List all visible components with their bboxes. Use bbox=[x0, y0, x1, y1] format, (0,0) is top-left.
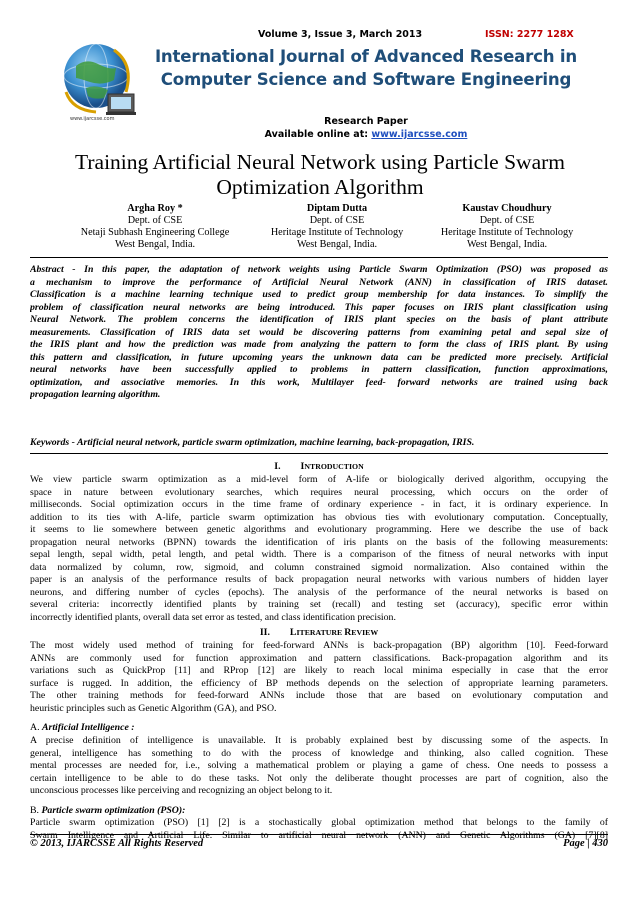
author-location: West Bengal, India. bbox=[296, 239, 378, 250]
keywords: Keywords - Artificial neural network, particle swarm optimization, machine learning, back-propagation, IRIS. bbox=[30, 437, 475, 448]
text-line: The other training methods for feed-forward ANNs include those that are based on evolutionary computation and bbox=[30, 690, 608, 701]
text-line: Particle swarm optimization (PSO) [1] [2] is a stochastically global optimization method that belongs to the family of bbox=[30, 817, 608, 828]
abstract-line: Classification is a machine learning technique used to predict group membership for data instances. To simplify the bbox=[30, 289, 608, 300]
issn: ISSN: 2277 128X bbox=[485, 29, 574, 40]
author-3 bbox=[417, 203, 597, 251]
abstract-line: measurements. Classification of IRIS data set would be discovering patterns from examining petal and sepal size of bbox=[30, 326, 608, 338]
abstract-line: neural networks have been successfully applied to problems in pattern classification, function approximations, bbox=[30, 364, 608, 375]
abstract-line: this pattern and classification, in future upcoming years the unknown data can be predicted more precisely. Artificial bbox=[30, 351, 608, 363]
text-line: general, intelligence has something to do with the process of knowledge and thinking, also called cognition. These bbox=[30, 747, 608, 759]
author-location: West Bengal, India. bbox=[466, 239, 548, 250]
text-line: The most widely used method of training for feed-forward ANNs is back-propagation (BP) algorithm [10]. Feed-forward bbox=[30, 640, 608, 651]
subsection-heading-artificial-intelligence: A. Artificial Intelligence : bbox=[30, 722, 135, 733]
text-line: A precise definition of intelligence is unavailable. It is probably explained best by discussing some of the aspects. In bbox=[30, 735, 608, 746]
subsection-heading-pso: B. Particle swarm optimization (PSO): bbox=[30, 805, 186, 816]
paper-title bbox=[40, 150, 600, 200]
author-2 bbox=[247, 203, 427, 251]
text-line: variations such as QuickProp [11] and RProp [12] are likely to reach local minima especially in case that the error bbox=[30, 665, 608, 676]
journal-url-link[interactable]: www.ijarcsse.com bbox=[371, 129, 468, 140]
paper-type-block bbox=[150, 115, 582, 141]
copyright: © 2013, IJARCSSE All Rights Reserved bbox=[30, 838, 204, 849]
author-dept: Dept. of CSE bbox=[309, 215, 365, 226]
text-line: heuristic principles such as Genetic Algorithm (GA), and PSO. bbox=[30, 702, 277, 714]
text-line: unconscious processes like perceiving and recognizing an object belong to it. bbox=[30, 785, 333, 796]
text-line: it seems to lie somewhere between genetic algorithms and evolutionary programming. Here we describe the use of back bbox=[30, 524, 608, 535]
logo-url: www.ijarcsse.com bbox=[70, 116, 115, 122]
text-line: incorrectly identified plants, overall data set error as tested, and class identification precision. bbox=[30, 611, 396, 623]
author-institution: Netaji Subhash Engineering College bbox=[80, 227, 230, 238]
abstract-line: Neural Network. The problem concerns the identification of IRIS plant species on the basis of plant attribute bbox=[30, 314, 608, 325]
abstract-line: Abstract - In this paper, the adaptation of network weights using Particle Swarm Optimization (PSO) was proposed as bbox=[30, 264, 608, 275]
author-name: Argha Roy * bbox=[127, 203, 183, 214]
page-footer bbox=[30, 838, 608, 854]
abstract-top-rule bbox=[30, 257, 608, 258]
abstract-line: the IRIS plant and how the prediction was made from analyzing the pattern to form the class of IRIS plant. By using bbox=[30, 339, 608, 350]
text-line: We view particle swarm optimization as a mid-level form of A-life or biologically derived algorithm, occupying the bbox=[30, 474, 608, 485]
text-line: surface is rugged. In addition, the efficiency of BP methods depends on the selection of appropriate learning parameters. bbox=[30, 677, 608, 689]
section-heading-literature-review: II. LITERATURE REVIEW bbox=[259, 627, 379, 638]
author-name: Kaustav Choudhury bbox=[462, 203, 552, 214]
abstract-line: optimization, and associative memories. In this work, Multilayer feed- forward networks are trained using back bbox=[30, 376, 608, 388]
abstract-line: a mechanism to improve the performance of Artificial Neural Network (ANN) in classification of IRIS dataset. bbox=[30, 276, 608, 288]
text-line: data normalized by column, row, sigmoid, and column constrained sigmoid normalization. Also contained within the bbox=[30, 561, 608, 573]
author-block bbox=[55, 203, 595, 251]
author-institution: Heritage Institute of Technology bbox=[440, 227, 574, 238]
keywords-bottom-rule bbox=[30, 453, 608, 454]
author-1 bbox=[55, 203, 255, 251]
artificial-intelligence-body bbox=[30, 735, 608, 798]
text-line: milliseconds. Social optimization occurs in the time frame of ordinary experience - in fact, it is ordinary experience. In bbox=[30, 499, 608, 510]
paper-title-line2: Optimization Algorithm bbox=[216, 175, 424, 199]
volume-info: Volume 3, Issue 3, March 2013 bbox=[258, 29, 423, 40]
journal-logo bbox=[56, 36, 146, 128]
introduction-body bbox=[30, 474, 608, 624]
text-line: sepal length, sepal width, petal length, and petal width. There is a comparison of the fitness of neural networks with input bbox=[30, 549, 608, 560]
author-location: West Bengal, India. bbox=[114, 239, 196, 250]
author-name: Diptam Dutta bbox=[306, 203, 368, 214]
paper-title-line1: Training Artificial Neural Network using Particle Swarm bbox=[74, 150, 566, 174]
abstract-line: propagation learning algorithm. bbox=[30, 389, 161, 400]
text-line: Swarm Intelligence and Artificial Life. Similar to artificial neural network (ANN) and Genetic Algorithms (GA) [7][8] bbox=[30, 829, 608, 841]
text-line: mental processes are needed for, i.e., solving a mathematical problem or playing a game of chess. One needs to possess a bbox=[30, 760, 608, 771]
text-line: several criteria: incorrectly identified plants by training set (recall) and testing set (accuracy), specific error within bbox=[30, 599, 608, 610]
journal-name-line1: International Journal of Advanced Research in bbox=[154, 47, 578, 66]
available-online: Available online at: www.ijarcsse.com bbox=[264, 129, 468, 140]
page-number: Page | 430 bbox=[563, 838, 608, 849]
journal-name bbox=[150, 45, 582, 91]
text-line: neurons, and differing number of cycles (epochs). The analysis of the performance of the neural networks is based on bbox=[30, 586, 608, 598]
journal-name-line2: Computer Science and Software Engineering bbox=[160, 70, 572, 89]
text-line: ANNs are commonly used for function approximation and pattern classifications. Back-propagation algorithm and its bbox=[30, 652, 608, 664]
text-line: addition to its ties with A-life, particle swarm optimization has obvious ties with evolutionary computation. Conceptually, bbox=[30, 511, 608, 523]
paper-type: Research Paper bbox=[324, 116, 408, 127]
text-line: space in nature between evolutionary searches, which requires neural processing, which occurs on the order of bbox=[30, 486, 608, 498]
abstract-line: problem of classification neural networks are being introduced. This paper focuses on IRIS plant classification using bbox=[30, 301, 608, 313]
author-dept: Dept. of CSE bbox=[479, 215, 535, 226]
abstract bbox=[30, 264, 608, 402]
text-line: certain intelligence to be able to do these tasks. Not only the deliberate thought processes are part of cognition, also the bbox=[30, 772, 608, 784]
author-dept: Dept. of CSE bbox=[127, 215, 183, 226]
author-institution: Heritage Institute of Technology bbox=[270, 227, 404, 238]
footer-rule bbox=[30, 834, 608, 835]
literature-review-body bbox=[30, 640, 608, 715]
text-line: propagation neural networks (BPNN) towards the identification of iris plants on the basis of the following measurements: bbox=[30, 536, 608, 548]
text-line: paper is an analysis of the performance results of back propagation neural networks with various numbers of hidden layer bbox=[30, 574, 608, 585]
section-heading-introduction: I. INTRODUCTION bbox=[274, 461, 364, 472]
